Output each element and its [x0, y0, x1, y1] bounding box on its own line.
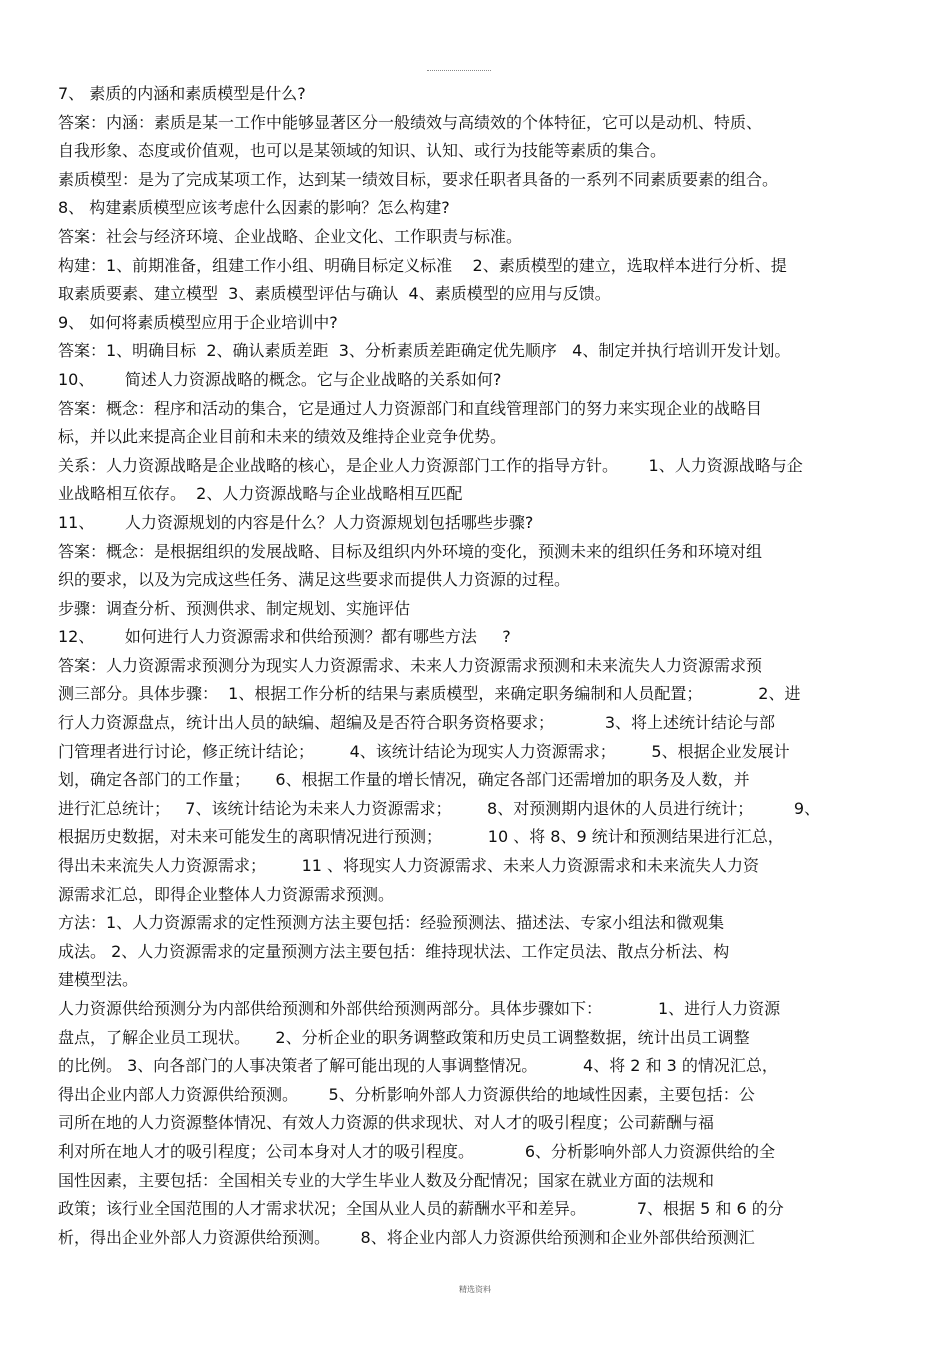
text-line: 取素质要素、建立模型 3、素质模型评估与确认 4、素质模型的应用与反馈。 [58, 284, 611, 304]
text-line: 司所在地的人力资源整体情况、有效人力资源的供求现状、对人才的吸引程度；公司薪酬与福 [58, 1113, 715, 1133]
text-line: 关系：人力资源战略是企业战略的核心，是企业人力资源部门工作的指导方针。 1、人力资源战略与企 [58, 455, 803, 475]
text-line: 答案：人力资源需求预测分为现实人力资源需求、未来人力资源需求预测和未来流失人力资源需求预 [58, 655, 763, 675]
text-line: 构建：1、前期准备，组建工作小组、明确目标定义标准 2、素质模型的建立，选取样本进行分析、提 [58, 255, 787, 275]
text-line: 行人力资源盘点，统计出人员的缺编、超编及是否符合职务资格要求； 3、将上述统计结论与部 [58, 713, 776, 733]
text-line: 源需求汇总，即得企业整体人力资源需求预测。 [58, 884, 395, 904]
text-line: 自我形象、态度或价值观，也可以是某领域的知识、认知、或行为技能等素质的集合。 [58, 141, 667, 161]
text-line: 业战略相互依存。 2、人力资源战略与企业战略相互匹配 [58, 484, 463, 504]
text-line: 织的要求，以及为完成这些任务、满足这些要求而提供人力资源的过程。 [58, 570, 571, 590]
text-line: 测三部分。具体步骤： 1、根据工作分析的结果与素质模型，来确定职务编制和人员配置； 2、进 [58, 684, 801, 704]
text-line: 建模型法。 [58, 970, 139, 990]
text-line: 进行汇总统计； 7、该统计结论为未来人力资源需求； 8、对预测期内退休的人员进行统计； 9、 [58, 798, 821, 818]
text-line: 步骤：调查分析、预测供求、制定规划、实施评估 [58, 598, 411, 618]
text-line: 10、 简述人力资源战略的概念。它与企业战略的关系如何? [58, 369, 502, 389]
text-line: 划，确定各部门的工作量； 6、根据工作量的增长情况，确定各部门还需增加的职务及人数，并 [58, 770, 750, 790]
text-line: 根据历史数据，对未来可能发生的离职情况进行预测； 10 、将 8、9 统计和预测结果进行汇总， [58, 827, 784, 847]
text-line: 标，并以此来提高企业目前和未来的绩效及维持企业竞争优势。 [58, 427, 507, 447]
text-line: 11、 人力资源规划的内容是什么？人力资源规划包括哪些步骤? [58, 512, 534, 532]
text-line: 答案：概念：是根据组织的发展战略、目标及组织内外环境的变化，预测未来的组织任务和环境对组 [58, 541, 763, 561]
text-line: 方法：1、人力资源需求的定性预测方法主要包括：经验预测法、描述法、专家小组法和微观集 [58, 913, 725, 933]
text-line: 答案：内涵：素质是某一工作中能够显著区分一般绩效与高绩效的个体特征，它可以是动机、特质、 [58, 112, 763, 132]
text-line: 答案：社会与经济环境、企业战略、企业文化、工作职责与标准。 [58, 226, 523, 246]
text-line: 8、 构建素质模型应该考虑什么因素的影响？怎么构建? [58, 198, 450, 218]
text-line: 7、 素质的内涵和素质模型是什么? [58, 84, 306, 103]
text-line: 门管理者进行讨论，修正统计结论； 4、该统计结论为现实人力资源需求； 5、根据企业发展计 [58, 741, 790, 761]
text-line: 析，得出企业外部人力资源供给预测。 8、将企业内部人力资源供给预测和企业外部供给预测汇 [58, 1227, 755, 1247]
text-line: 得出企业内部人力资源供给预测。 5、分析影响外部人力资源供给的地域性因素，主要包括：公 [58, 1084, 755, 1104]
document-body [58, 80, 918, 1252]
text-line: 的比例。 3、向各部门的人事决策者了解可能出现的人事调整情况。 4、将 2 和 3 的情况汇总， [58, 1056, 778, 1076]
text-line: 得出未来流失人力资源需求； 11 、将现实人力资源需求、未来人力资源需求和未来流失人力资 [58, 856, 760, 876]
text-line: 利对所在地人才的吸引程度；公司本身对人才的吸引程度。 6、分析影响外部人力资源供给的全 [58, 1141, 776, 1161]
text-line: 答案：1、明确目标 2、确认素质差距 3、分析素质差距确定优先顺序 4、制定并执行培训开发计划。 [58, 341, 791, 361]
text-line: 人力资源供给预测分为内部供给预测和外部供给预测两部分。具体步骤如下： 1、进行人力资源 [58, 999, 781, 1018]
text-line: 政策；该行业全国范围的人才需求状况；全国从业人员的薪酬水平和差异。 7、根据 5 和 6 的分 [58, 1199, 784, 1219]
text-line: 成法。 2、人力资源需求的定量预测方法主要包括：维持现状法、工作定员法、散点分析法、构 [58, 941, 730, 961]
text-line: 9、 如何将素质模型应用于企业培训中? [58, 312, 338, 332]
page-footer: 精选资料 [459, 1285, 491, 1294]
text-line: 素质模型：是为了完成某项工作，达到某一绩效目标，要求任职者具备的一系列不同素质要素的组合。 [58, 169, 779, 189]
text-line: 国性因素，主要包括：全国相关专业的大学生毕业人数及分配情况；国家在就业方面的法规和 [58, 1170, 715, 1190]
text-line: 12、 如何进行人力资源需求和供给预测？都有哪些方法 ? [58, 627, 511, 647]
text-line: 盘点，了解企业员工现状。 2、分析企业的职务调整政策和历史员工调整数据，统计出员工调整 [58, 1027, 750, 1047]
header-rule [427, 70, 491, 71]
text-line: 答案：概念：程序和活动的集合，它是通过人力资源部门和直线管理部门的努力来实现企业的战略目 [58, 398, 763, 418]
